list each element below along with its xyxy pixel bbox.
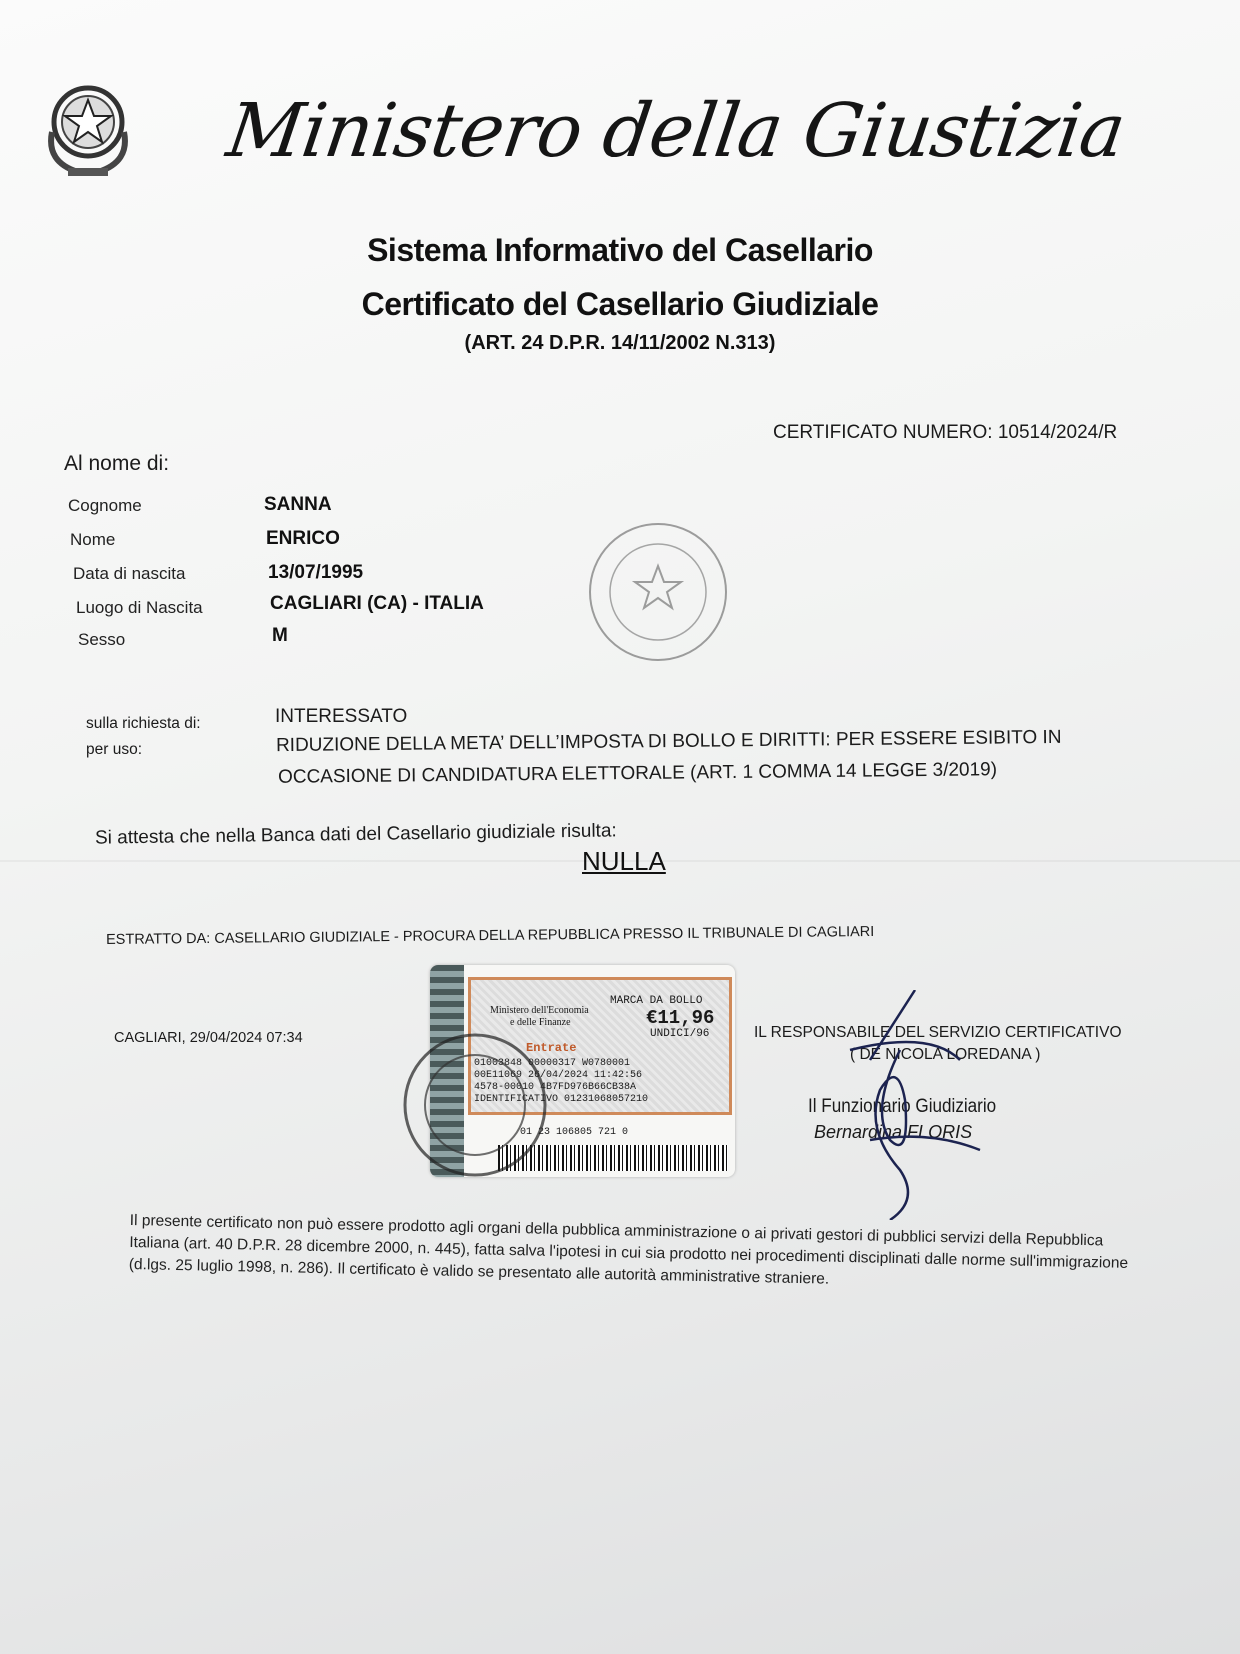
place-date: CAGLIARI, 29/04/2024 07:34 (114, 1030, 303, 1046)
person-heading: Al nome di: (64, 452, 170, 475)
stamp-amount: €11,96 (646, 1007, 715, 1029)
court-stamp-icon (586, 520, 730, 664)
stamp-agency: Entrate (526, 1041, 577, 1055)
field-value-birthplace: CAGLIARI (CA) - ITALIA (270, 593, 484, 614)
field-label-sex: Sesso (78, 630, 126, 649)
result-value: NULLA (582, 846, 666, 876)
field-label-birthplace: Luogo di Nascita (76, 598, 203, 617)
field-value-birthdate: 13/07/1995 (268, 562, 364, 583)
attestation-text: Si attesta che nella Banca dati del Casellario giudiziale risulta: (94, 820, 617, 849)
use-line-2: OCCASIONE DI CANDIDATURA ELETTORALE (ART. 1 COMMA 14 LEGGE 3/2019) (277, 759, 998, 788)
requested-by-label: sulla richiesta di: (86, 715, 201, 732)
field-value-sex: M (272, 625, 288, 646)
field-label-name: Nome (70, 530, 116, 549)
stamp-code-1: 01003848 00000317 W0780001 (474, 1058, 631, 1069)
field-value-surname: SANNA (264, 494, 332, 515)
handwritten-signature (810, 990, 1010, 1220)
stamp-issuer-line-1: Ministero dell'Economia (490, 1005, 589, 1016)
stamp-issuer-line-2: e delle Finanze (510, 1017, 571, 1028)
office-stamp-icon (400, 1030, 550, 1180)
use-line-1: RIDUZIONE DELLA META’ DELL’IMPOSTA DI BOLLO E DIRITTI: PER ESSERE ESIBITO IN (275, 726, 1062, 757)
field-label-birthdate: Data di nascita (73, 564, 186, 583)
use-label: per uso: (86, 741, 143, 758)
extract-source: ESTRATTO DA: CASELLARIO GIUDIZIALE - PROCURA DELLA REPUBBLICA PRESSO IL TRIBUNALE DI CAGLIARI (106, 923, 875, 948)
certificate-number: CERTIFICATO NUMERO: 10514/2024/R (773, 422, 1118, 443)
certificate-title: Certificato del Casellario Giudiziale (361, 286, 879, 322)
law-reference: (ART. 24 D.P.R. 14/11/2002 N.313) (464, 332, 776, 354)
field-label-surname: Cognome (68, 496, 142, 515)
stamp-amount-words: UNDICI/96 (650, 1028, 710, 1040)
ministry-title: Ministero della Giustizia (221, 88, 1130, 174)
stamp-type: MARCA DA BOLLO (610, 995, 703, 1007)
legal-footer: Il presente certificato non può essere prodotto agli organi della pubblica amministrazione o ai privati gestori di pubblici servizi della Repubblica Italiana (art. 40 D.P.R. 28 dicembre 2000, n. 445), fatta salva l'ipotesi in cui sia prodotto nei procedimenti disciplinati dalle norme sull'immigrazione (d.lgs. 25 luglio 1998, n. 286). Il certificato è valido se presentato alle autorità amministrative straniere. (128, 1211, 1129, 1288)
stamp-code-2: 00E11069 26/04/2024 11:42:56 (474, 1070, 643, 1081)
republic-emblem-icon (38, 72, 138, 182)
system-title: Sistema Informativo del Casellario (367, 232, 873, 268)
stamp-code-4: IDENTIFICATIVO 01231068057210 (474, 1094, 649, 1105)
responsible-name: ( DE NICOLA LOREDANA ) (850, 1046, 1041, 1063)
field-value-name: ENRICO (266, 528, 340, 549)
stamp-code-3: 4578-00010 4B7FD976B66CB38A (474, 1082, 637, 1093)
requested-by-value: INTERESSATO (275, 706, 408, 727)
stamp-barcode-number: 01 23 106805 721 0 (520, 1127, 629, 1138)
official-name: Bernardina FLORIS (814, 1122, 973, 1142)
official-title: Il Funzionario Giudiziario (808, 1096, 997, 1117)
responsible-title: IL RESPONSABILE DEL SERVIZIO CERTIFICATIVO (754, 1024, 1122, 1041)
